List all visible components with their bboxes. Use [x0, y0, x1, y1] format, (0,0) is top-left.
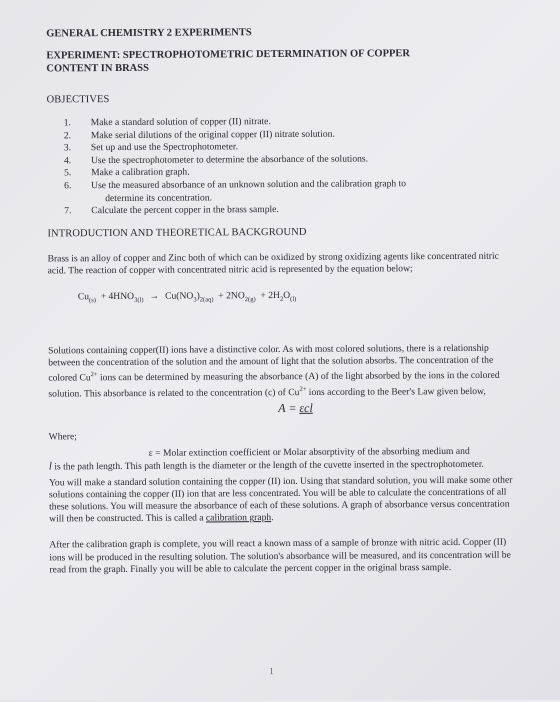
beers-law-equation	[48, 400, 512, 418]
experiment-title-line1: EXPERIMENT: SPECTROPHOTOMETRIC DETERMINATION OF COPPER	[46, 48, 411, 62]
beer-rhs: εcl	[299, 401, 313, 416]
objective-number: 2.	[63, 129, 72, 141]
experiment-title-line2: CONTENT IN BRASS	[46, 62, 149, 75]
color-para-part-b: ions can be determined by measuring the absorbance (A) of the light absorbed by the ions in the colored solution. This absorbance is related to the concentration (c) of Cu	[48, 370, 500, 400]
brass-paragraph: Brass is an alloy of copper and Zinc both of which can be oxidized by strong oxidizing agents like concentrated nitric acid. The reaction of copper with concentrated nitric acid is represented by the equation below;	[47, 250, 499, 277]
eq-no2-state: 2(g)	[244, 296, 256, 304]
objective-text: Use the spectrophotometer to determine the absorbance of the solutions.	[90, 153, 369, 166]
eq-h2o-o: O	[283, 290, 291, 302]
eq-cu-nitrate-close: )	[196, 290, 200, 302]
objective-text: Calculate the percent copper in the brass sample.	[91, 204, 279, 217]
path-length-symbol: l	[48, 460, 52, 473]
objectives-heading: OBJECTIVES	[46, 94, 110, 106]
color-para-part-a: Solutions containing copper(II) ions have a distinctive color. As with most colored solutions, there is a relationship between the concentration of the solution and the amount of light that the solution absorbs. The concentration of the colored Cu	[48, 342, 494, 385]
eq-cu-state: (s)	[89, 297, 96, 305]
final-paragraph: After the calibration graph is complete, you will react a known mass of a sample of bronze with nitric acid. Copper (II) ions will be produced in the resulting solution. The solution's absorbance will be measured, and its concentration will be read from the graph. Finally you will be able to calculate the percent copper in the original brass sample.	[49, 537, 511, 576]
eq-no2: + 2NO	[218, 290, 245, 302]
course-title: GENERAL CHEMISTRY 2 EXPERIMENTS	[46, 27, 252, 40]
beer-lhs: A =	[278, 401, 300, 416]
standard-para-end: .	[271, 512, 274, 524]
objective-text: Make a standard solution of copper (II) nitrate.	[90, 116, 271, 129]
objective-text: Use the measured absorbance of an unknown solution and the calibration graph to	[91, 178, 407, 192]
eq-cu-nitrate-sub: 3	[193, 296, 197, 304]
cu-charge-sup: 2+	[90, 371, 98, 379]
standard-solution-paragraph	[49, 474, 513, 526]
objective-text: Make serial dilutions of the original copper (II) nitrate solution.	[90, 128, 335, 141]
objective-number: 1.	[63, 117, 71, 129]
cu-charge-sup: 2+	[299, 385, 307, 393]
path-length-text: is the path length. This path length is the diameter or the length of the cuvette inserted in the spectrophotometer.	[51, 459, 484, 473]
color-paragraph	[48, 343, 512, 401]
objective-text: Make a calibration graph.	[91, 166, 190, 179]
objective-number: 5.	[64, 167, 72, 179]
intro-heading: INTRODUCTION AND THEORETICAL BACKGROUND	[47, 226, 307, 240]
epsilon-definition: ε = Molar extinction coefficient or Molar absorptivity of the absorbing medium and	[148, 446, 470, 460]
objective-item	[47, 178, 511, 206]
eq-hno3: + 4HNO	[100, 291, 135, 303]
eq-h2o-state: (l)	[290, 295, 297, 304]
objectives-list	[47, 115, 512, 219]
objective-item	[47, 203, 511, 218]
eq-cu-nitrate-state: 2(aq)	[199, 296, 214, 304]
path-length-definition	[49, 458, 513, 474]
objective-text: Set up and use the Spectrophotometer.	[90, 141, 239, 154]
reaction-equation	[78, 289, 512, 308]
objective-number: 7.	[64, 205, 72, 217]
calibration-graph-term: calibration graph	[205, 512, 272, 524]
objective-text-continued: determine its concentration.	[105, 191, 213, 204]
eq-h2o-sub: 2	[279, 296, 284, 304]
color-para-part-c: ions according to the Beer's Law given below,	[306, 385, 486, 398]
eq-cu: Cu	[77, 291, 90, 303]
objective-number: 3.	[63, 142, 72, 154]
page-number: 1	[269, 667, 274, 678]
where-label: Where;	[48, 431, 77, 443]
eq-hno3-state: 3(l)	[134, 296, 144, 304]
eq-h2o: + 2H	[260, 290, 280, 302]
reaction-arrow-icon: →	[149, 290, 160, 302]
standard-para-text: You will make a standard solution containing the copper (II) ion. Using that standard solution, you will make some other solutions containing the copper (II) ion that are less concentrated. You will be able to calculate the concentrations of all these solutions. You will measure the absorbance of each of these solutions. A graph of absorbance versus concentration will then be constructed. This is called a	[48, 474, 513, 525]
objective-number: 4.	[63, 155, 72, 167]
objective-number: 6.	[64, 180, 72, 192]
eq-cu-nitrate: Cu(NO	[165, 290, 194, 302]
